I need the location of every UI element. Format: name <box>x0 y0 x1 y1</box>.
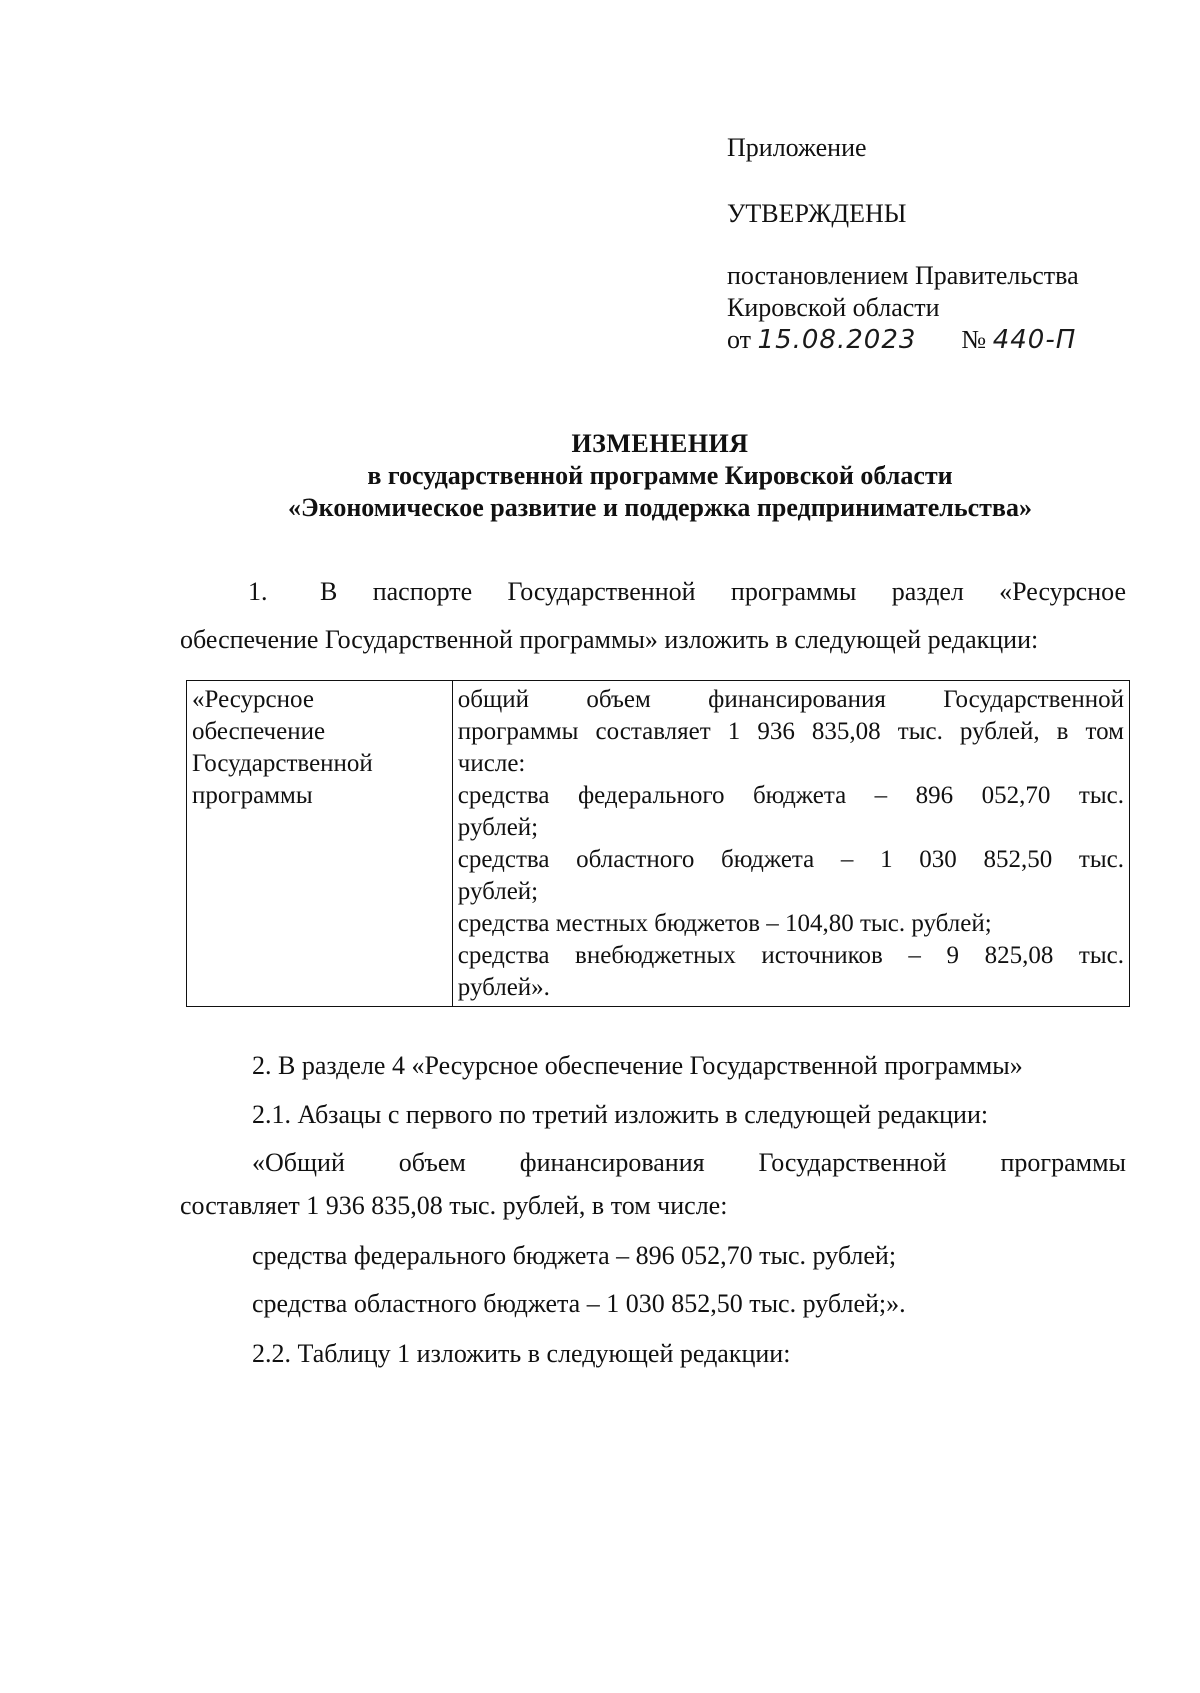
label-line: программы <box>192 782 313 809</box>
label-line: обеспечение <box>192 718 326 745</box>
resource-table-label-cell <box>187 681 453 1007</box>
federal-budget-line: средства федерального бюджета – 896 052,70 тыс. рублей; <box>252 1241 897 1270</box>
value-line: рублей; <box>457 814 539 841</box>
section-2-2: 2.2. Таблицу 1 изложить в следующей редакции: <box>252 1339 791 1368</box>
approved-label: УТВЕРЖДЕНЫ <box>727 199 907 228</box>
document-subtitle-1: в государственной программе Кировской области <box>367 461 953 490</box>
approval-block <box>727 132 1147 356</box>
value-line: рублей». <box>457 974 550 1001</box>
label-line: Государственной <box>192 750 373 777</box>
regional-budget-line: средства областного бюджета – 1 030 852,50 тыс. рублей;». <box>252 1289 906 1318</box>
handwritten-number: 440-П <box>992 325 1077 355</box>
resolution-date-row <box>727 324 1147 356</box>
table-row <box>187 681 1130 1007</box>
quote-line-2: составляет 1 936 835,08 тыс. рублей, в том числе: <box>180 1191 728 1220</box>
section-1-text-1: В паспорте Государственной программы раздел «Ресурсное <box>320 577 1126 606</box>
section-1-line-1 <box>248 576 1126 608</box>
date-prefix: от <box>727 325 752 354</box>
resolution-line-1: постановлением Правительства <box>727 261 1079 290</box>
document-title: ИЗМЕНЕНИЯ <box>571 429 749 458</box>
resource-table <box>186 680 1130 1007</box>
section-1-line-2: обеспечение Государственной программы» изложить в следующей редакции: <box>180 625 1039 654</box>
quote-line-1: «Общий объем финансирования Государственной программы <box>252 1148 1126 1177</box>
section-2-intro: 2. В разделе 4 «Ресурсное обеспечение Государственной программы» <box>252 1051 1023 1080</box>
document-heading <box>180 428 1140 524</box>
section-1-number: 1. <box>248 577 268 606</box>
label-line: «Ресурсное <box>192 686 314 713</box>
value-line: средства местных бюджетов – 104,80 тыс. рублей; <box>457 910 992 937</box>
section-2-1: 2.1. Абзацы с первого по третий изложить в следующей редакции: <box>252 1100 989 1129</box>
document-subtitle-2: «Экономическое развитие и поддержка предпринимательства» <box>288 493 1032 522</box>
value-line: средства внебюджетных источников – 9 825,08 тыс. <box>457 942 1124 969</box>
value-line: общий объем финансирования Государственной <box>457 686 1124 713</box>
number-prefix: № <box>961 325 987 354</box>
value-line: программы составляет 1 936 835,08 тыс. рублей, в том <box>457 718 1124 745</box>
value-line: числе: <box>457 750 526 777</box>
appendix-label: Приложение <box>727 133 867 162</box>
handwritten-date: 15.08.2023 <box>757 325 917 355</box>
value-line: рублей; <box>457 878 539 905</box>
resource-table-value-cell <box>452 681 1129 1007</box>
resolution-line-2: Кировской области <box>727 293 940 322</box>
value-line: средства федерального бюджета – 896 052,70 тыс. <box>457 782 1124 809</box>
value-line: средства областного бюджета – 1 030 852,50 тыс. <box>457 846 1124 873</box>
